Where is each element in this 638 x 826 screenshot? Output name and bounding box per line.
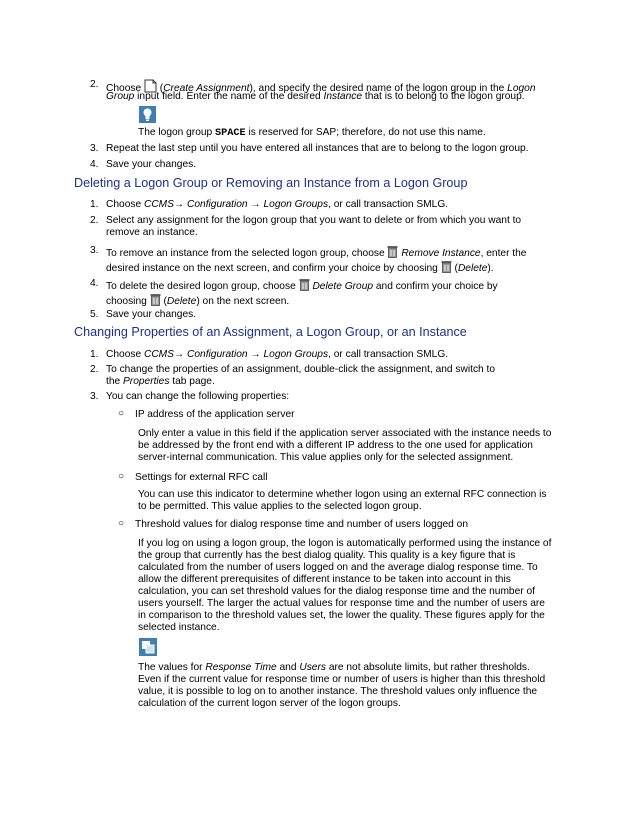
step-number: 2. (90, 364, 99, 375)
step-number: 3. (90, 245, 99, 256)
step-number: 1. (90, 199, 99, 210)
property-desc-line: If you log on using a logon group, the logon is automatically performed using the instance of (138, 538, 552, 549)
step-number: 4. (90, 278, 99, 289)
property-desc-line: calculation, you can set threshold values for the dialog response time and the number of (138, 586, 535, 597)
delete-step-4-line-1: To delete the desired logon group, choose Delete Group and confirm your choice by (106, 278, 498, 296)
section-heading-change: Changing Properties of an Assignment, a Logon Group, or an Instance (74, 325, 467, 339)
bullet-icon: ○ (118, 408, 125, 419)
delete-step-2-line-1: Select any assignment for the logon group that you want to delete or from which you want to (106, 215, 522, 226)
change-step-2-line-2: the Properties tab page. (106, 376, 215, 387)
property-desc-line: be addressed by the front end with a different IP address to the one used for application (138, 440, 533, 451)
delete-step-3-line-2: desired instance on the next screen, and confirm your choice by choosing (Delete). (106, 260, 494, 278)
property-desc-line: You can use this indicator to determine whether logon using an external RFC connection is (138, 489, 547, 500)
property-desc-line: to be permitted. This value applies to the selected logon group. (138, 501, 422, 512)
note-line: The values for Response Time and Users are not absolute limits, but rather thresholds. (138, 662, 530, 673)
arrow-icon: → (250, 349, 261, 360)
delete-step-1: Choose CCMS→ Configuration → Logon Groups, or call transaction SMLG. (106, 199, 449, 210)
delete-step-4-line-2: choosing (Delete) on the next screen. (106, 293, 289, 311)
bullet-icon: ○ (118, 518, 125, 529)
property-title-threshold: Threshold values for dialog response time and number of users logged on (135, 519, 468, 530)
arrow-icon: → (173, 199, 185, 210)
section-heading-delete: Deleting a Logon Group or Removing an Instance from a Logon Group (74, 176, 468, 190)
step-4-text: Save your changes. (106, 159, 197, 170)
property-desc-line: calculated from the number of users logged on and the average dialog response time. To (138, 562, 538, 573)
arrow-icon: → (250, 199, 261, 210)
step-number: 1. (90, 349, 99, 360)
step-number: 3. (90, 143, 99, 154)
note-line: value, it is possible to log on to another instance. The threshold values only influence the (138, 686, 538, 697)
note-icon (139, 638, 157, 661)
lightbulb-tip-icon (139, 106, 156, 128)
property-desc-line: the group that currently has the best dialog quality. This quality is a key figure that is (138, 550, 516, 561)
delete-step-2-line-2: remove an instance. (106, 227, 198, 238)
property-desc-line: Only enter a value in this field if the application server associated with the instance needs to (138, 428, 552, 439)
property-title-ip: IP address of the application server (135, 409, 295, 420)
step-number: 4. (90, 159, 99, 170)
delete-step-5: Save your changes. (106, 309, 197, 320)
property-title-rfc: Settings for external RFC call (135, 472, 268, 483)
note-line: Even if the current value for response time or number of users is higher than this threshold (138, 674, 546, 685)
trash-icon (299, 278, 310, 296)
trash-icon (150, 293, 161, 311)
note-line: calculation of the current logon server of the logon groups. (138, 698, 401, 709)
property-desc-line: in comparison to the threshold values set, the lower the quality. These figures apply for the (138, 610, 545, 621)
property-desc-line: allow the different prerequisites of different instance to be taken into account in this (138, 574, 511, 585)
delete-step-3-line-1: To remove an instance from the selected logon group, choose Remove Instance, enter the (106, 245, 526, 263)
trash-icon (441, 260, 452, 278)
step-3-text: Repeat the last step until you have entered all instances that are to belong to the logon group. (106, 143, 529, 154)
step-2-line-2: Group input field. Enter the name of the desired Instance that is to belong to the logon group. (106, 91, 525, 102)
arrow-icon: → (173, 349, 185, 360)
change-step-3: You can change the following properties: (106, 391, 290, 402)
step-number: 2. (90, 215, 99, 226)
tip-text: The logon group SPACE is reserved for SAP; therefore, do not use this name. (138, 127, 486, 139)
property-desc-line: selected instance. (138, 622, 220, 633)
change-step-1: Choose CCMS→ Configuration → Logon Groups, or call transaction SMLG. (106, 349, 449, 360)
property-desc-line: users yourself. The larger the actual values for response time and the number of users are (138, 598, 545, 609)
step-number: 2. (90, 79, 99, 90)
bullet-icon: ○ (118, 471, 125, 482)
property-desc-line: server-internal communication. This value applies only for the selected assignment. (138, 452, 514, 463)
step-number: 5. (90, 309, 99, 320)
change-step-2-line-1: To change the properties of an assignment, double-click the assignment, and switch to (106, 364, 496, 375)
step-number: 3. (90, 391, 99, 402)
step-2-line-1: Choose (Create Assignment), and specify the desired name of the logon group in the Logon (106, 79, 536, 98)
